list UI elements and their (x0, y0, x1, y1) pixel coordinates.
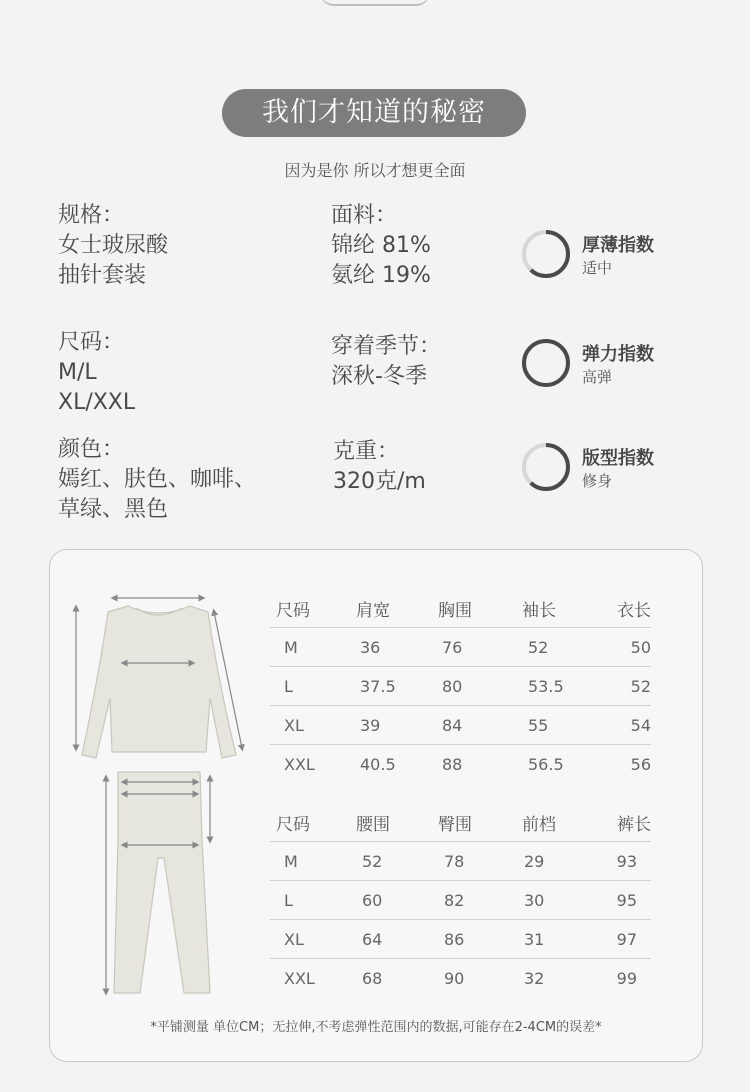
column-header: 衣长 (617, 600, 651, 621)
table-cell: 29 (524, 851, 545, 871)
column-header: 裤长 (617, 814, 651, 835)
fabric-line: 氨纶 19% (331, 263, 431, 288)
table-cell: 95 (616, 890, 637, 910)
pants-garment-icon (106, 772, 210, 993)
column-header: 袖长 (522, 600, 556, 621)
size-line: M/L (58, 360, 97, 385)
column-header: 尺码 (276, 814, 310, 835)
season-block (331, 332, 441, 392)
index-thickness (520, 228, 720, 280)
table-cell: M (284, 851, 298, 871)
table-row (270, 628, 651, 667)
table-cell: 80 (442, 676, 463, 696)
table-cell: XXL (284, 968, 315, 988)
table-cell: 52 (630, 676, 651, 696)
table-cell: 93 (616, 851, 637, 871)
table-cell: L (284, 890, 293, 910)
spec-line: 女士玻尿酸 (58, 233, 169, 258)
table-cell: 55 (528, 715, 549, 735)
table-row (270, 706, 651, 745)
table-header-row (270, 589, 651, 628)
season-line: 深秋-冬季 (331, 364, 427, 389)
table-cell: 90 (444, 968, 465, 988)
garment-illustration (50, 550, 250, 1010)
table-cell: 88 (442, 754, 463, 774)
table-cell: 54 (630, 715, 651, 735)
color-block (58, 435, 256, 525)
fabric-label: 面料： (331, 203, 398, 228)
table-cell: XL (284, 715, 304, 735)
column-header: 腰围 (356, 814, 390, 835)
table-cell: 78 (444, 851, 465, 871)
table-cell: 31 (524, 929, 545, 949)
index-title: 厚薄指数 (582, 235, 654, 256)
index-value: 高弹 (582, 368, 613, 386)
table-cell: 84 (442, 715, 463, 735)
table-cell: 37.5 (360, 676, 396, 696)
spec-line: 抽针套装 (58, 263, 147, 288)
index-title: 版型指数 (582, 448, 654, 469)
table-cell: 60 (362, 890, 383, 910)
table-cell: 97 (616, 929, 637, 949)
table-cell: 82 (444, 890, 465, 910)
weight-label: 克重： (333, 439, 400, 464)
column-header: 肩宽 (356, 600, 390, 621)
top-size-table (270, 589, 651, 783)
index-fit (520, 441, 720, 493)
page-subtitle: 因为是你 所以才想更全面 (284, 161, 466, 180)
size-line: XL/XXL (58, 390, 136, 415)
color-line: 嫣红、肤色、咖啡、 (58, 467, 257, 492)
column-header: 前档 (522, 814, 556, 835)
index-value: 适中 (582, 259, 613, 277)
table-header-row (270, 803, 651, 842)
table-cell: 99 (616, 968, 637, 988)
color-line: 草绿、黑色 (58, 497, 169, 522)
measurement-note: *平铺测量 单位CM；无拉伸,不考虑弹性范围内的数据,可能存在2-4CM的误差* (150, 1020, 602, 1035)
column-header: 臀围 (438, 814, 472, 835)
index-ring (520, 228, 572, 280)
table-cell: XL (284, 929, 304, 949)
bottom-size-table (270, 803, 651, 997)
table-cell: XXL (284, 754, 315, 774)
table-cell: 64 (362, 929, 383, 949)
page-title: 我们才知道的秘密 (222, 89, 526, 137)
column-header: 尺码 (276, 600, 310, 621)
table-cell: 53.5 (528, 676, 564, 696)
top-garment-icon (76, 598, 242, 758)
index-elasticity (520, 337, 720, 389)
table-cell: 56 (630, 754, 651, 774)
table-cell: 56.5 (528, 754, 564, 774)
index-ring (520, 337, 572, 389)
table-cell: L (284, 676, 293, 696)
size-chart-panel (49, 549, 703, 1062)
table-row (270, 667, 651, 706)
table-cell: 52 (528, 637, 549, 657)
column-header: 胸围 (438, 600, 472, 621)
table-row (270, 745, 651, 784)
table-cell: 52 (362, 851, 383, 871)
fabric-line: 锦纶 81% (331, 233, 431, 258)
table-cell: 86 (444, 929, 465, 949)
table-cell: 68 (362, 968, 383, 988)
size-label: 尺码： (58, 330, 125, 355)
weight-block (333, 437, 426, 497)
spec-block (58, 201, 168, 291)
spec-label: 规格： (58, 203, 125, 228)
table-cell: 39 (360, 715, 381, 735)
table-cell: 36 (360, 637, 381, 657)
index-value: 修身 (582, 472, 613, 490)
table-cell: M (284, 637, 298, 657)
table-cell: 30 (524, 890, 545, 910)
index-title: 弹力指数 (582, 344, 654, 365)
table-row (270, 881, 651, 920)
season-label: 穿着季节： (331, 334, 442, 359)
table-row (270, 959, 651, 998)
ring-fill (524, 341, 568, 385)
fabric-block (331, 201, 431, 291)
index-ring (520, 441, 572, 493)
weight-line: 320克/m (333, 469, 426, 494)
color-label: 颜色： (58, 437, 125, 462)
top-decoration-arc (320, 0, 430, 6)
table-row (270, 842, 651, 881)
size-block (58, 328, 135, 418)
table-cell: 76 (442, 637, 463, 657)
table-cell: 50 (630, 637, 651, 657)
table-cell: 32 (524, 968, 545, 988)
table-row (270, 920, 651, 959)
table-cell: 40.5 (360, 754, 396, 774)
